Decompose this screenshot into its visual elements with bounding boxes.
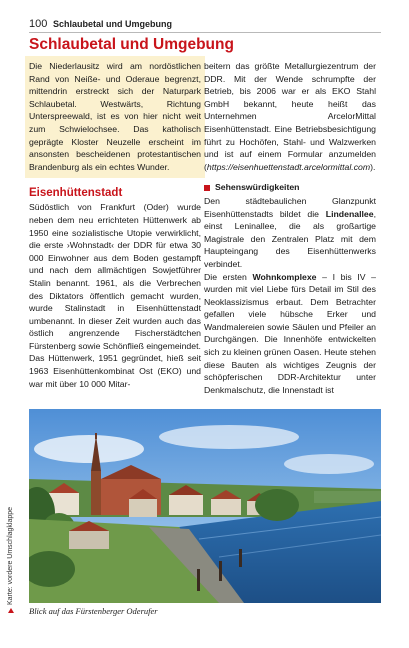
photo-fuerstenberg-oderufer	[29, 409, 381, 603]
body-paragraph-2: Das Hüttenwerk, 1951 gegründet, hieß seit 1963 Eisenhüttenkombinat Ost (EKO) und war mit über 10 000 Mitar-	[29, 353, 201, 389]
continued-text-end: ).	[370, 161, 376, 172]
wohnkomplexe-text-a: Die ersten	[204, 271, 253, 282]
map-reference-label: Karte: vordere Umschlagklappe	[7, 506, 14, 605]
continued-text: beitern das größte Metallurgiezentrum der DDR. Mit der Wende schrumpfte der Betrieb, bis 2006 war er als EKO Stahl GmbH bekannt, heute heißt das Unternehmen ArcelorMittal Eisenhüttenstadt. Eine Betriebsbesichtigung führt zu Hochöfen, Stahl- und Walzwerken und ist auf einem Formular anzumelden (	[204, 61, 376, 172]
subhead-sights	[204, 181, 376, 194]
page-number: 100	[29, 18, 48, 30]
chapter-title: Schlaubetal und Umgebung	[29, 36, 234, 53]
lindenallee-bold: Lindenallee	[325, 208, 374, 219]
body-paragraph-wohnkomplexe	[204, 271, 376, 397]
triangle-marker-icon	[8, 608, 14, 613]
red-square-icon	[204, 185, 210, 191]
header-rule	[29, 32, 381, 33]
section-title-eisenhuettenstadt: Eisenhüttenstadt	[29, 187, 123, 200]
body-paragraph-lindenallee	[204, 195, 376, 271]
body-paragraph-continued	[204, 60, 376, 173]
right-column	[204, 60, 376, 396]
left-column	[29, 60, 201, 390]
landscape-photo-illustration	[29, 409, 381, 603]
wohnkomplexe-bold: Wohnkomplexe	[252, 271, 317, 282]
page-header	[29, 17, 381, 33]
website-link[interactable]: https://eisenhuettenstadt.arcelormittal.com	[206, 161, 371, 172]
lindenallee-text-b: , einst Leninallee, die als großartige Magistrale den Zentralen Platz mit dem Haupteingang des Eisenhüttenwerks verbindet.	[204, 208, 376, 269]
intro-paragraph: Die Niederlausitz wird am nordöstlichen Rand von Neiße- und Oderaue begrenzt, mittendrin erstreckt sich der Naturpark Schlaubetal. Westwärts, Richtung Unterspreewald, ist es von hier nicht weit zum Schwielochsee. Das katholisch geprägte Kloster Neuzelle erscheint im ansonsten bescheidenen protestantischen Brandenburg als ein echtes Wunder.	[25, 56, 205, 178]
subhead-sights-label: Sehenswürdigkeiten	[215, 182, 300, 193]
body-paragraph-1: Südöstlich von Frankfurt (Oder) wurde neben dem neu errichteten Hüttenwerk ab 1950 eine sozialistische Utopie verwirklicht, die erste ›Wohnstadt‹ der DDR für etwa 30 000 Einwohner aus dem Boden gestampft und nach dem allmächtigen Sowjetführer Stalin benannt. 1961, als die Verbrechen des Diktators öffentlich gemacht wurden, wurde Stalinstadt in Eisenhüttenstadt umbenannt. In dieser Zeit wurden auch das östlich angrenzende Fischerstädtchen Fürstenberg sowie Schönfließ eingemeindet.	[29, 202, 201, 351]
running-head: Schlaubetal und Umgebung	[53, 19, 173, 29]
map-reference-note	[7, 506, 17, 623]
wohnkomplexe-text-b: – I bis IV – wurden mit viel Liebe fürs Detail im Stil des Neoklassizismus erbaut. Dem Betrachter gefallen viele hübsche Erker und Wandmalereien sowie Säulen und Pfeiler an Durchgängen. Die Innenhöfe entwickelten sich zu kleinen grünen Oasen. Heute stehen diese Bauten als wichtiges Zeugnis der schöpferischen DDR-Architektur unter Denkmalschutz, die Innenstadt ist	[204, 271, 376, 395]
lindenallee-text-a: Den städtebaulichen Glanzpunkt Eisenhüttenstadts bildet die	[204, 195, 376, 219]
photo-caption: Blick auf das Fürstenberger Oderufer	[29, 606, 158, 616]
